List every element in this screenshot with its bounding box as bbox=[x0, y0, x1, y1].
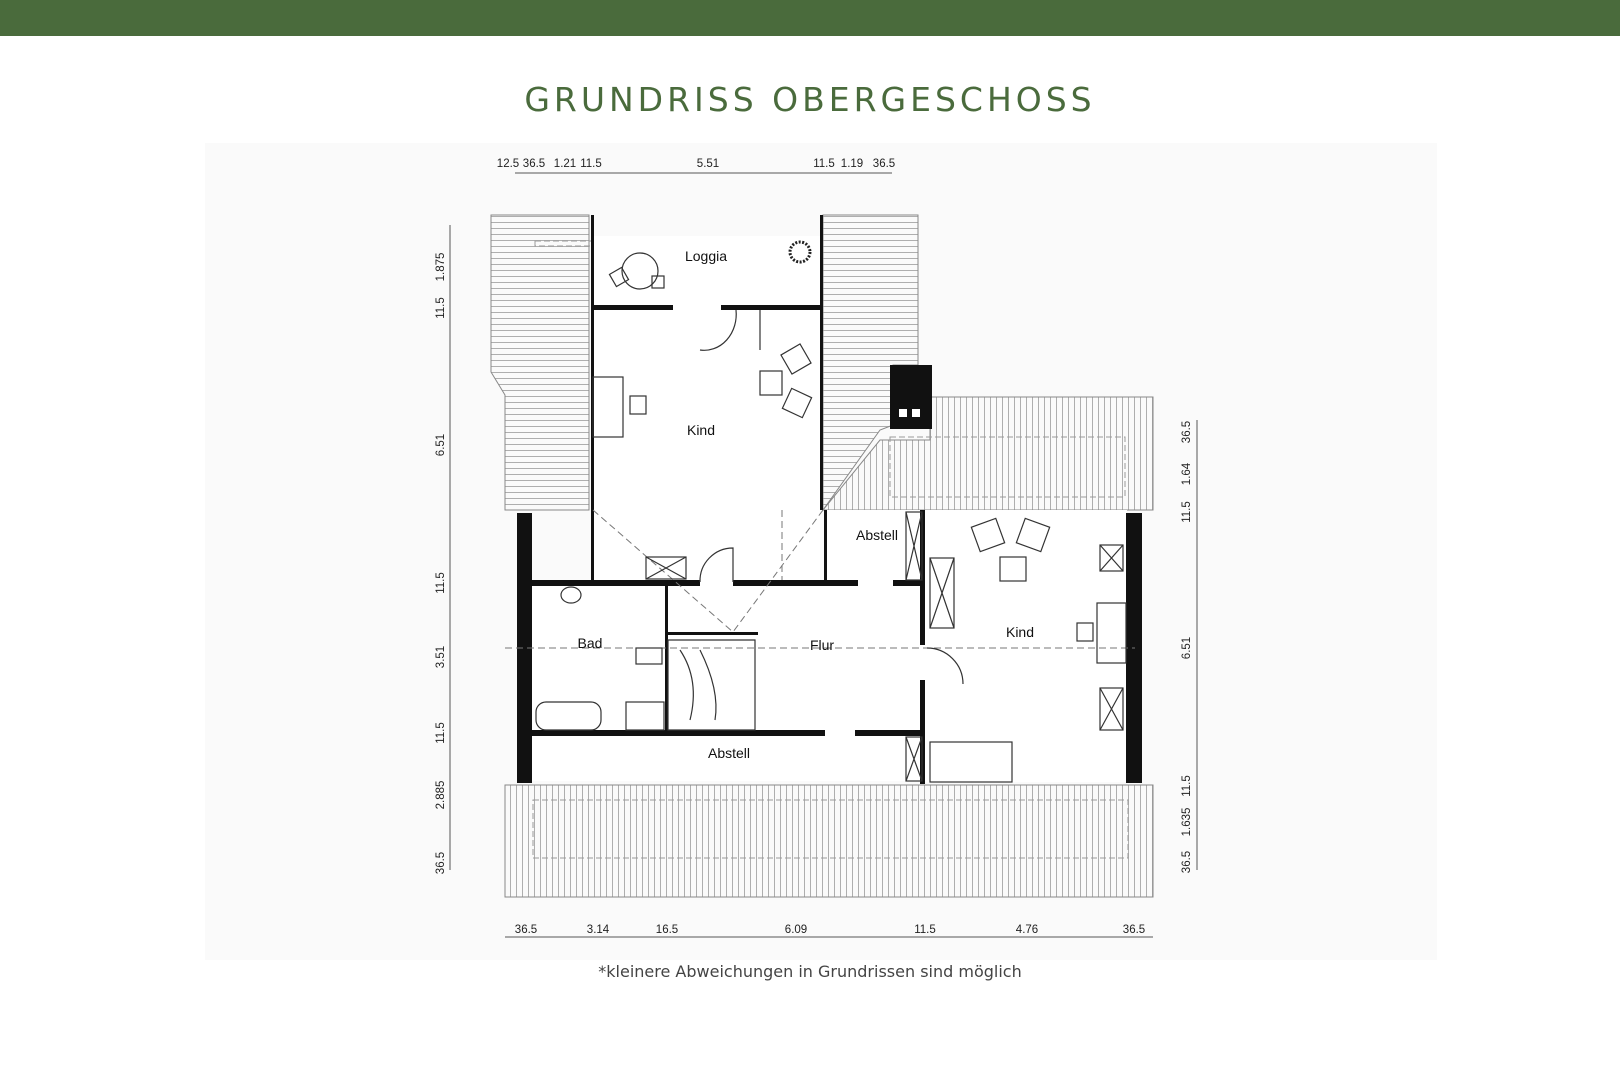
dim-right-2: 1.64 bbox=[1181, 462, 1193, 486]
dim-bottom-7: 36.5 bbox=[1122, 924, 1146, 936]
dim-bottom-3: 16.5 bbox=[655, 924, 679, 936]
dim-right-6: 1.635 bbox=[1181, 807, 1193, 837]
dim-top-6: 11.5 bbox=[813, 158, 835, 170]
dim-left-7: 2.885 bbox=[435, 780, 447, 810]
dim-top-7: 1.19 bbox=[840, 158, 864, 170]
loggia-area bbox=[593, 236, 820, 306]
dim-left-2: 11.5 bbox=[435, 297, 447, 319]
dim-top-2: 36.5 bbox=[522, 158, 546, 170]
dim-left-4: 11.5 bbox=[435, 572, 447, 594]
room-label-kind-right: Kind bbox=[1005, 624, 1035, 640]
page-title: GRUNDRISS OBERGESCHOSS bbox=[524, 80, 1096, 119]
dim-left-5: 3.51 bbox=[435, 645, 447, 669]
dim-left-6: 11.5 bbox=[435, 722, 447, 744]
dim-top-3: 1.21 bbox=[553, 158, 577, 170]
dim-bottom-2: 3.14 bbox=[586, 924, 610, 936]
kind-right-area bbox=[922, 510, 1127, 782]
dim-left-1: 1.875 bbox=[435, 252, 447, 282]
dim-right-1: 36.5 bbox=[1181, 420, 1193, 444]
dim-bottom-5: 11.5 bbox=[914, 924, 936, 936]
room-label-bad: Bad bbox=[577, 635, 603, 651]
dim-top-5: 5.51 bbox=[696, 158, 720, 170]
dim-left-3: 6.51 bbox=[435, 433, 447, 457]
room-label-loggia: Loggia bbox=[684, 248, 728, 264]
dim-right-4: 6.51 bbox=[1181, 636, 1193, 660]
dim-bottom-4: 6.09 bbox=[784, 924, 808, 936]
room-label-abstell-bottom: Abstell bbox=[707, 745, 751, 761]
dim-left-8: 36.5 bbox=[435, 851, 447, 875]
dim-right-3: 11.5 bbox=[1181, 501, 1193, 523]
top-accent-bar bbox=[0, 0, 1620, 36]
dim-bottom-6: 4.76 bbox=[1015, 924, 1039, 936]
dim-top-1: 12.5 bbox=[496, 158, 520, 170]
dim-top-8: 36.5 bbox=[872, 158, 896, 170]
floor-plan bbox=[205, 143, 1437, 960]
room-label-flur: Flur bbox=[809, 637, 835, 653]
room-label-abstell-top: Abstell bbox=[855, 527, 899, 543]
disclaimer-note: *kleinere Abweichungen in Grundrissen sind möglich bbox=[598, 962, 1022, 981]
dim-right-7: 36.5 bbox=[1181, 850, 1193, 874]
room-label-kind-top: Kind bbox=[686, 422, 716, 438]
dim-bottom-1: 36.5 bbox=[514, 924, 538, 936]
dim-right-5: 11.5 bbox=[1181, 775, 1193, 797]
dim-top-4: 11.5 bbox=[580, 158, 602, 170]
